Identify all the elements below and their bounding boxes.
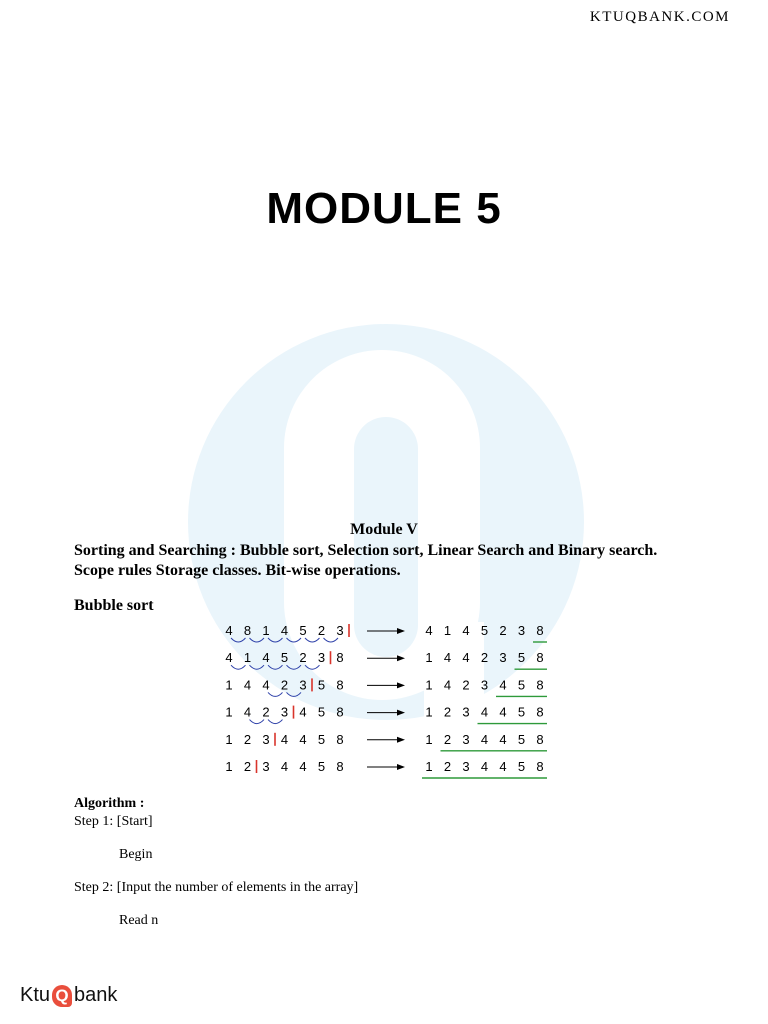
array-value: 4	[499, 677, 507, 693]
swap-arc	[324, 638, 339, 642]
array-value: 8	[336, 650, 344, 666]
swap-arc	[250, 638, 265, 642]
swap-arc	[231, 638, 246, 642]
array-value: 1	[443, 623, 452, 638]
array-value: 2	[262, 704, 270, 720]
array-value: 8	[536, 759, 544, 774]
array-value: 1	[425, 731, 433, 747]
array-value: 4	[425, 623, 433, 638]
array-value: 2	[317, 623, 326, 638]
array-value: 4	[443, 650, 452, 666]
arrow-head	[397, 737, 405, 743]
algorithm-step: Begin	[119, 847, 153, 862]
algorithm-step: Step 2: [Input the number of elements in the array]	[74, 880, 359, 895]
arrow-head	[397, 710, 405, 716]
swap-arc	[268, 665, 283, 669]
array-value: 5	[517, 650, 526, 666]
array-value: 5	[317, 731, 326, 747]
array-value: 4	[280, 623, 289, 638]
arrow-head	[397, 655, 405, 661]
swap-arc	[268, 720, 283, 724]
array-value: 3	[299, 677, 307, 693]
array-value: 3	[462, 704, 470, 720]
module-heading: Module V	[350, 521, 418, 538]
swap-arc	[287, 638, 302, 642]
swap-arc	[268, 638, 283, 642]
array-value: 5	[280, 650, 289, 666]
array-value: 4	[299, 759, 307, 774]
array-value: 3	[462, 731, 470, 747]
array-value: 4	[480, 704, 489, 720]
arrow-head	[397, 628, 405, 634]
array-value: 4	[462, 623, 470, 638]
algorithm-step: Read n	[119, 913, 159, 928]
bubble-sort-diagram	[215, 615, 555, 785]
array-value: 5	[517, 677, 526, 693]
array-value: 4	[225, 623, 233, 638]
array-value: 8	[536, 731, 544, 747]
array-value: 5	[517, 704, 526, 720]
array-value: 4	[243, 677, 252, 693]
array-value: 4	[280, 759, 289, 774]
array-value: 5	[317, 704, 326, 720]
array-value: 8	[243, 623, 252, 638]
array-value: 1	[225, 759, 233, 774]
array-value: 1	[425, 704, 433, 720]
array-value: 4	[499, 759, 507, 774]
array-value: 4	[262, 650, 270, 666]
array-value: 8	[536, 704, 544, 720]
array-value: 1	[262, 623, 270, 638]
algorithm-title: Algorithm :	[74, 796, 145, 811]
array-value: 5	[299, 623, 307, 638]
array-value: 1	[225, 677, 233, 693]
array-value: 3	[262, 759, 270, 774]
array-value: 3	[499, 650, 507, 666]
section-title: Bubble sort	[74, 597, 154, 614]
array-value: 2	[443, 731, 452, 747]
array-value: 8	[536, 677, 544, 693]
array-value: 3	[317, 650, 326, 666]
array-value: 5	[317, 677, 326, 693]
array-value: 8	[336, 704, 344, 720]
array-value: 4	[262, 677, 270, 693]
array-value: 4	[280, 731, 289, 747]
array-value: 2	[299, 650, 307, 666]
array-value: 2	[480, 650, 489, 666]
array-value: 5	[317, 759, 326, 774]
swap-arc	[305, 665, 320, 669]
array-value: 2	[243, 759, 252, 774]
array-value: 4	[480, 759, 489, 774]
swap-arc	[305, 638, 320, 642]
array-value: 1	[225, 731, 233, 747]
array-value: 4	[299, 731, 307, 747]
array-value: 5	[480, 623, 489, 638]
array-value: 2	[443, 759, 452, 774]
array-value: 1	[225, 704, 233, 720]
swap-arc	[250, 665, 265, 669]
array-value: 2	[243, 731, 252, 747]
array-value: 8	[336, 731, 344, 747]
array-value: 3	[336, 623, 344, 638]
array-value: 1	[425, 759, 433, 774]
array-value: 1	[425, 650, 433, 666]
array-value: 1	[425, 677, 433, 693]
site-url: KTUQBANK.COM	[589, 9, 730, 25]
array-value: 1	[243, 650, 252, 666]
swap-arc	[287, 692, 302, 696]
arrow-head	[397, 682, 405, 688]
swap-arc	[268, 692, 283, 696]
brand-text-left: Ktu	[20, 984, 51, 1006]
arrow-head	[397, 764, 405, 770]
swap-arc	[287, 665, 302, 669]
algorithm-step: Step 1: [Start]	[74, 814, 153, 829]
brand-text-right: bank	[74, 984, 118, 1006]
array-value: 2	[462, 677, 470, 693]
array-value: 4	[225, 650, 233, 666]
swap-arc	[250, 720, 265, 724]
array-value: 5	[517, 731, 526, 747]
array-value: 5	[517, 759, 526, 774]
array-value: 4	[499, 731, 507, 747]
array-value: 3	[280, 704, 289, 720]
array-value: 2	[443, 704, 452, 720]
array-value: 8	[536, 623, 544, 638]
syllabus-text: Sorting and Searching : Bubble sort, Selection sort, Linear Search and Binary search. Scope rules Storage classes. Bit-wise operations.	[74, 542, 658, 579]
array-value: 2	[280, 677, 289, 693]
array-value: 2	[499, 623, 507, 638]
array-value: 8	[536, 650, 544, 666]
array-value: 4	[243, 704, 252, 720]
page-title: MODULE 5	[266, 184, 502, 233]
array-value: 4	[462, 650, 470, 666]
array-value: 3	[262, 731, 270, 747]
array-value: 4	[299, 704, 307, 720]
array-value: 8	[336, 759, 344, 774]
swap-arc	[231, 665, 246, 669]
array-value: 4	[499, 704, 507, 720]
array-value: 3	[517, 623, 526, 638]
array-value: 8	[336, 677, 344, 693]
brand-logo	[20, 984, 117, 1007]
brand-q-icon: Q	[52, 985, 72, 1007]
array-value: 3	[480, 677, 489, 693]
array-value: 4	[443, 677, 452, 693]
array-value: 3	[462, 759, 470, 774]
array-value: 4	[480, 731, 489, 747]
